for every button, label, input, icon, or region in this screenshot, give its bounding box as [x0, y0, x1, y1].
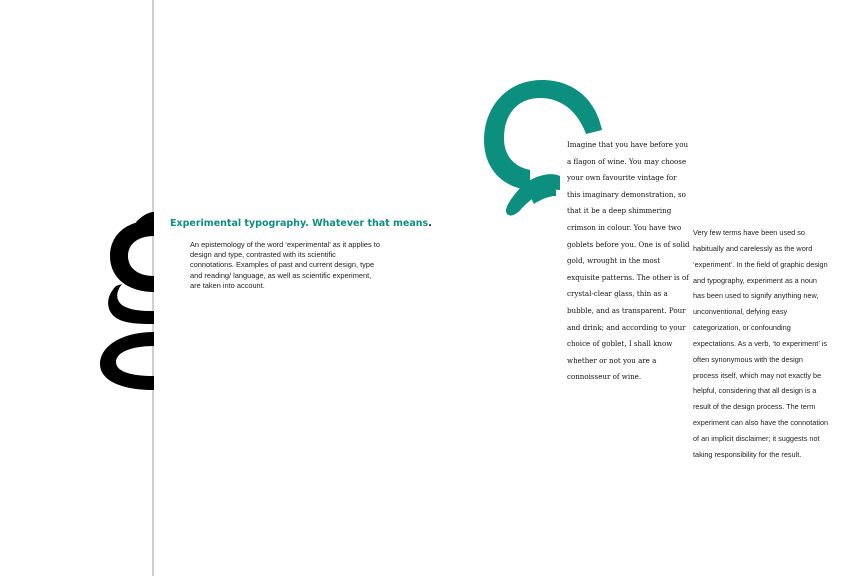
section-title-text: Experimental typography. Whatever that means	[170, 218, 429, 229]
intro-paragraph: An epistemology of the word ‘experimental’ as it applies to design and type, contrasted with its scientific connotations. Examples of past and current design, type and reading/ language, as well as scientific experiment, are taken into account.	[190, 240, 380, 290]
drop-letter-g	[92, 212, 154, 394]
section-title-period: .	[428, 218, 432, 229]
quote-paragraph: Imagine that you have before you a flagon of wine. You may choose your own favourite vintage for this imaginary demonstration, so that it be a deep shimmering crimson in colour. You have two goblets before you. One is of solid gold, wrought in the most exquisite patterns. The other is of crystal-clear glass, thin as a bubble, and as transparent. Pour and drink; and according to your choice of goblet, I shall know whether or not you are a connoisseur of wine.	[567, 140, 690, 382]
body-paragraph: Very few terms have been used so habitually and carelessly as the word ‘experiment’. In the field of graphic design and typography, experiment as a noun has been used to signify anything new, unconventional, defying easy categorization, or confounding expectations. As a verb, ‘to experiment’ is often synonymous with the design process itself, which may not exactly be helpful, considering that all design is a result of the design process. The term experiment can also have the connotation of an implicit disclaimer; it suggests not taking responsibility for the result.	[693, 228, 829, 459]
section-title	[170, 218, 432, 229]
letter-g-glyph	[92, 212, 154, 394]
